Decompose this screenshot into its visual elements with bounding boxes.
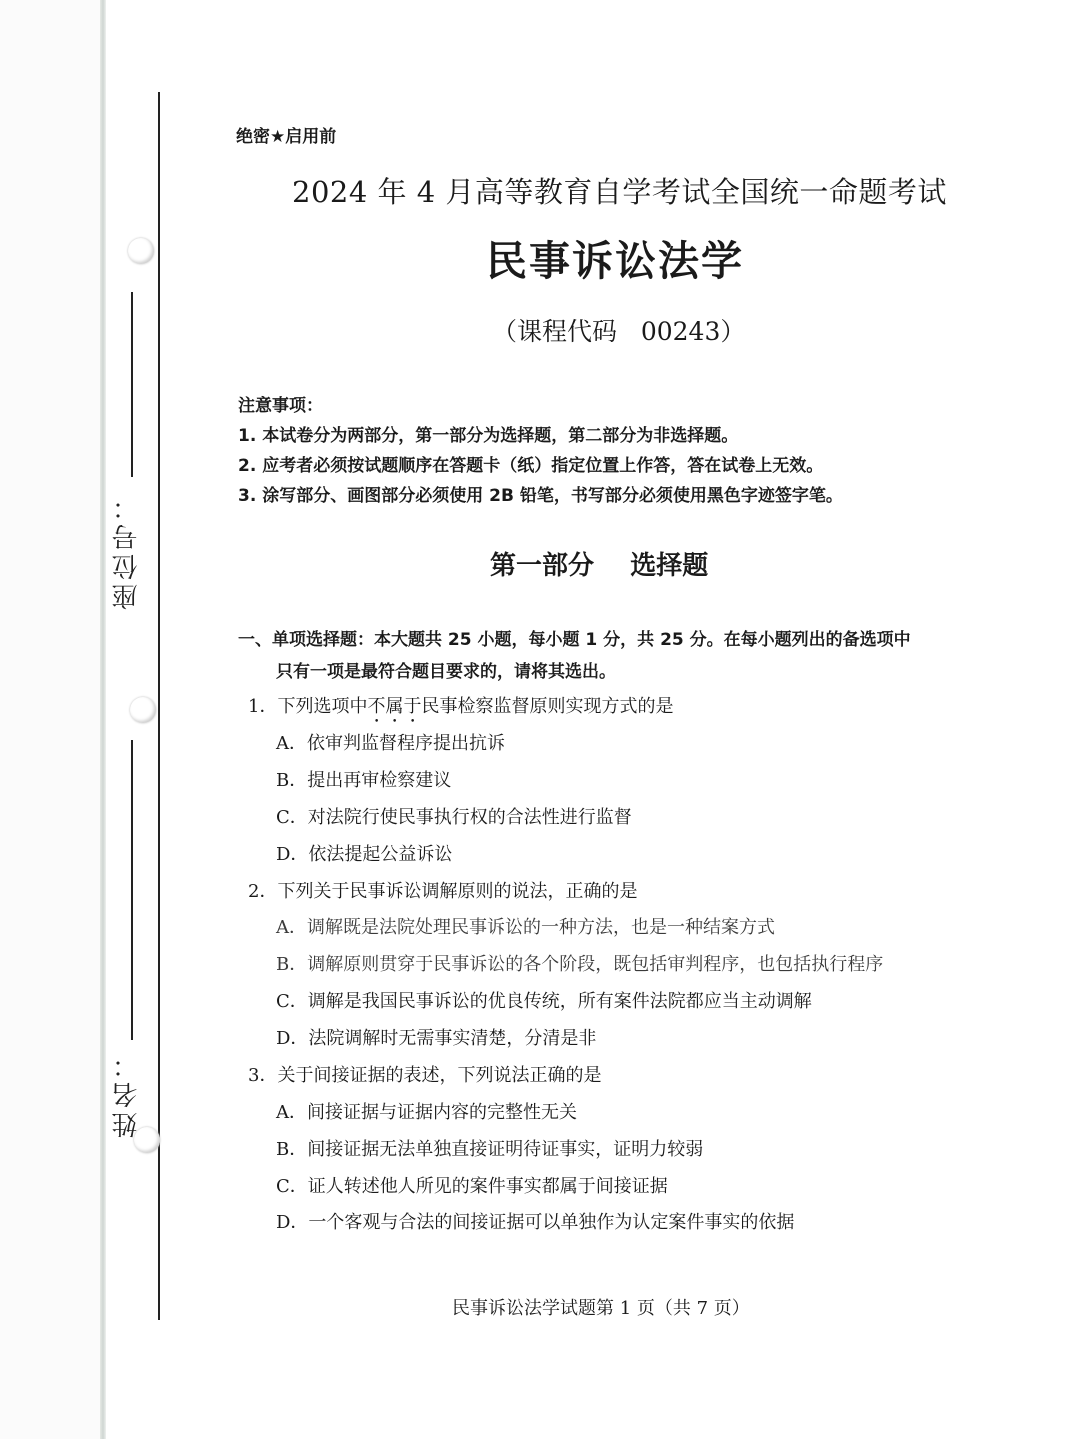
question-option[interactable]: C．证人转述他人所见的案件事实都属于间接证据: [276, 1176, 668, 1197]
question-option[interactable]: A．调解既是法院处理民事诉讼的一种方法，也是一种结案方式: [276, 917, 775, 938]
subject-title: 民事诉讼法学: [486, 237, 744, 285]
question-option[interactable]: C．调解是我国民事诉讼的优良传统，所有案件法院都应当主动调解: [276, 991, 812, 1012]
emphasized-text: 不属于: [367, 696, 422, 717]
exam-title: 2024 年 4 月高等教育自学考试全国统一命题考试: [292, 175, 947, 209]
page-footer: 民事诉讼法学试题第 1 页（共 7 页）: [452, 1298, 750, 1319]
course-code: （课程代码 00243）: [492, 317, 746, 346]
question-stem: 2．下列关于民事诉讼调解原则的说法，正确的是: [248, 881, 638, 902]
question-option[interactable]: D．法院调解时无需事实清楚，分清是非: [276, 1028, 597, 1049]
notice-item: 3. 涂写部分、画图部分必须使用 2B 铅笔，书写部分必须使用黑色字迹签字笔。: [238, 486, 843, 506]
part-title: 第一部分 选择题: [490, 551, 709, 581]
question-option[interactable]: A．间接证据与证据内容的完整性无关: [276, 1102, 577, 1123]
secret-mark: 绝密★启用前: [236, 127, 337, 147]
punch-hole-icon: [128, 238, 154, 264]
question-stem: [248, 692, 673, 727]
punch-hole-icon: [130, 697, 156, 723]
question-option[interactable]: D．一个客观与合法的间接证据可以单独作为认定案件事实的依据: [276, 1212, 795, 1233]
name-label: 姓名：: [112, 1048, 142, 1138]
name-field[interactable]: [131, 740, 133, 1040]
section-instructions-line: 一、单项选择题：本大题共 25 小题，每小题 1 分，共 25 分。在每小题列出的备选项中: [238, 630, 911, 650]
notice-heading: 注意事项：: [238, 396, 323, 416]
seat-number-label: 座位号：: [112, 490, 142, 610]
section-instructions: [238, 624, 998, 688]
stem-text: 民事检察监督原则实现方式的是: [421, 696, 674, 717]
question-option[interactable]: A．依审判监督程序提出抗诉: [276, 733, 505, 754]
question-option[interactable]: D．依法提起公益诉讼: [276, 844, 453, 865]
question-option[interactable]: C．对法院行使民事执行权的合法性进行监督: [276, 807, 632, 828]
scan-margin: [0, 0, 104, 1439]
question-option[interactable]: B．间接证据无法单独直接证明待证事实，证明力较弱: [276, 1139, 704, 1160]
seat-number-field[interactable]: [131, 292, 133, 477]
notice-item: 1. 本试卷分为两部分，第一部分为选择题，第二部分为非选择题。: [238, 426, 739, 446]
stem-text: 1．下列选项中: [248, 696, 368, 717]
notice-item: 2. 应考者必须按试题顺序在答题卡（纸）指定位置上作答，答在试卷上无效。: [238, 456, 824, 476]
scan-edge-shadow: [100, 0, 106, 1439]
question-option[interactable]: B．提出再审检察建议: [276, 770, 452, 791]
section-instructions-line: 只有一项是最符合题目要求的，请将其选出。: [276, 662, 616, 682]
question-stem: 3．关于间接证据的表述，下列说法正确的是: [248, 1065, 602, 1086]
question-option[interactable]: B．调解原则贯穿于民事诉讼的各个阶段，既包括审判程序，也包括执行程序: [276, 954, 884, 975]
